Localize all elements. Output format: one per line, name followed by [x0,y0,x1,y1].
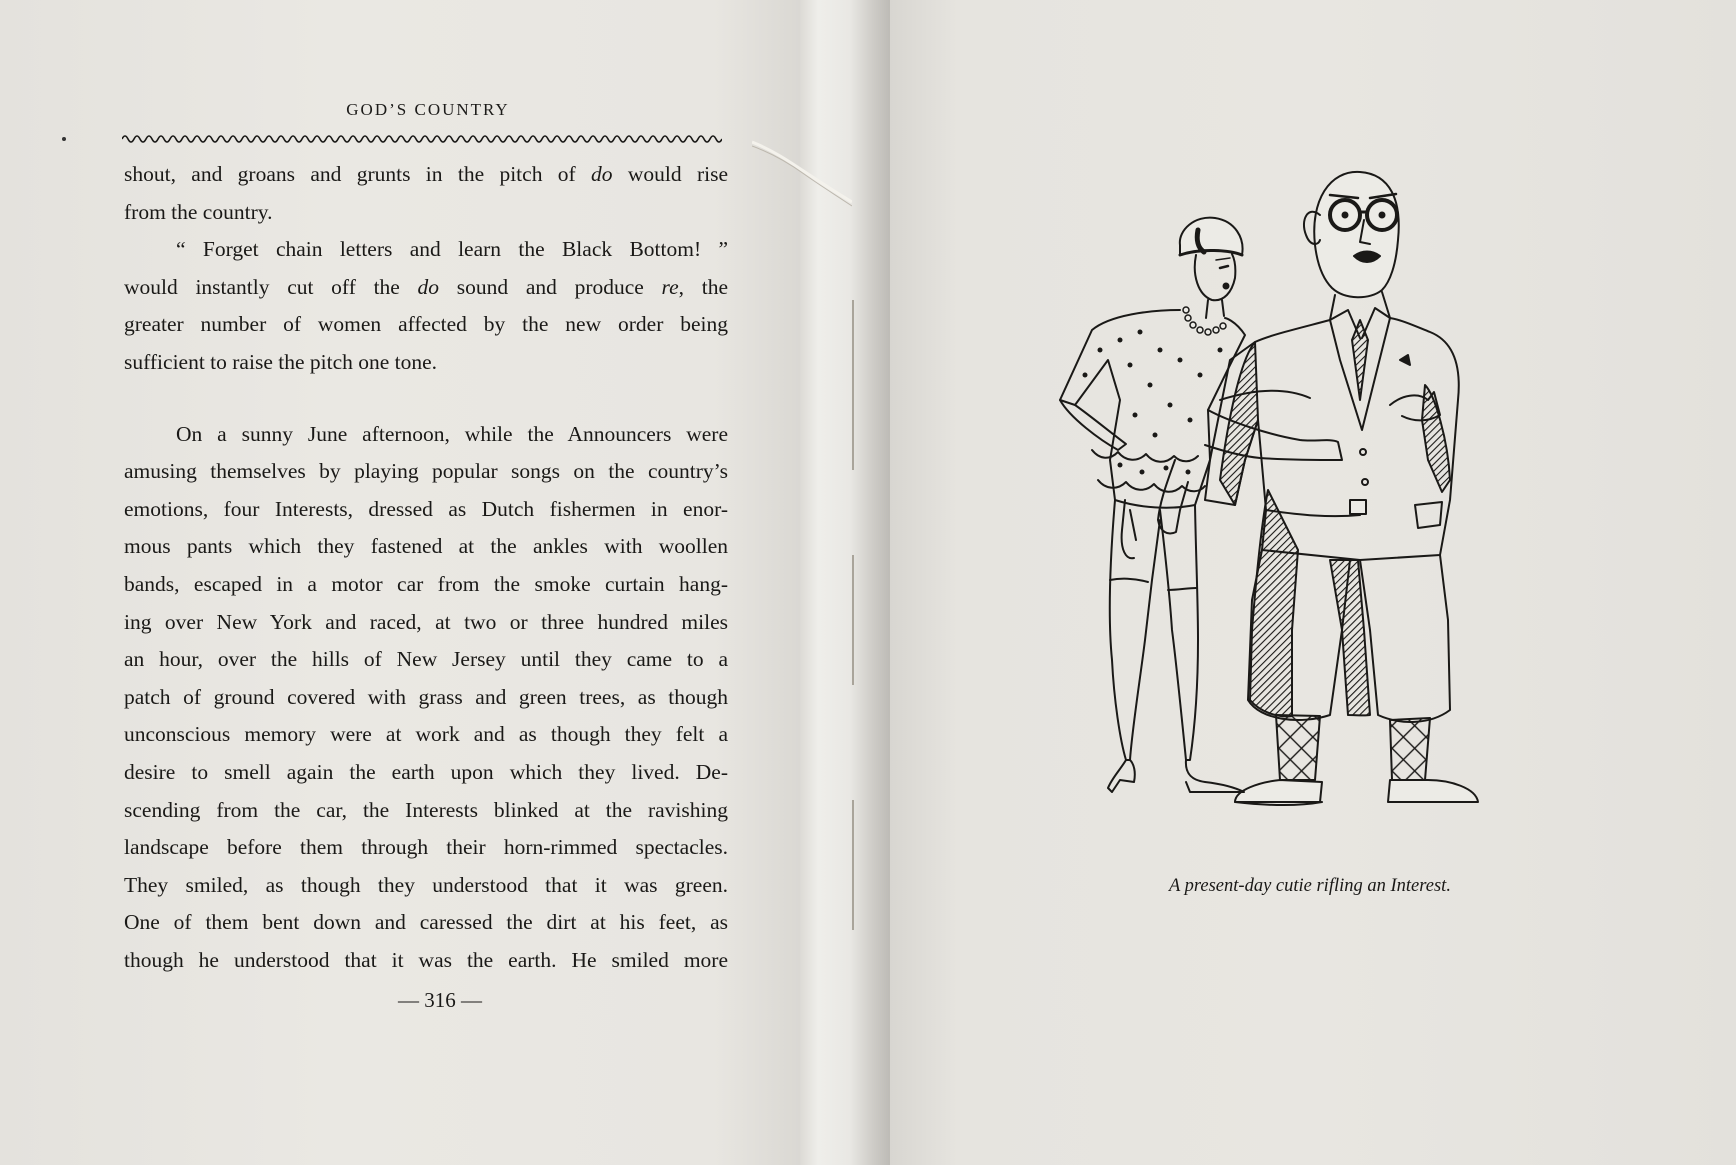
page-number: — 316 — [398,988,482,1012]
ink-speck [62,137,66,141]
text-line: On a sunny June afternoon, while the Announcers were [176,421,728,446]
text-line: bands, escaped in a motor car from the smoke curtain hang- [124,571,728,596]
binding-stitch [852,300,854,470]
left-page [0,0,840,1165]
text-line: an hour, over the hills of New Jersey until they came to a [124,647,728,672]
text-line: greater number of women affected by the new order being [124,312,728,337]
text-line: emotions, four Interests, dressed as Dutch fishermen in enor- [124,496,728,521]
text-line: would instantly cut off the do sound and produce re, the [124,274,728,299]
text-line: from the country. [124,199,273,224]
text-line: They smiled, as though they understood that it was green. [124,872,728,897]
text-line: landscape before them through their horn-rimmed spectacles. [124,835,728,860]
binding-stitch [852,555,854,685]
body-text [124,156,728,979]
text-line: unconscious memory were at work and as though they felt a [124,722,728,747]
text-line: shout, and groans and grunts in the pitch of do would rise [124,162,728,186]
text-line: though he understood that it was the earth. He smiled more [124,947,728,972]
text-line: sufficient to raise the pitch one tone. [124,349,438,374]
text-line: One of them bent down and caressed the dirt at his feet, as [124,910,728,935]
text-line: desire to smell again the earth upon which they lived. De- [124,759,728,784]
text-line: amusing themselves by playing popular songs on the country’s [124,459,728,484]
text-line: mous pants which they fastened at the ankles with woollen [124,534,728,559]
running-head: GOD’S COUNTRY [346,100,510,119]
text-line: scending from the car, the Interests blinked at the ravishing [124,797,728,822]
binding-stitch [852,800,854,930]
text-line: patch of ground covered with grass and green trees, as though [124,684,728,709]
text-line: ing over New York and raced, at two or three hundred miles [124,609,728,634]
cartoon-illustration [1030,160,1550,850]
loose-thread [752,140,852,210]
decorative-wave-rule [122,130,722,148]
illustration-caption: A present-day cutie rifling an Interest. [1169,876,1451,896]
text-line: “ Forget chain letters and learn the Black Bottom! ” [176,237,728,262]
